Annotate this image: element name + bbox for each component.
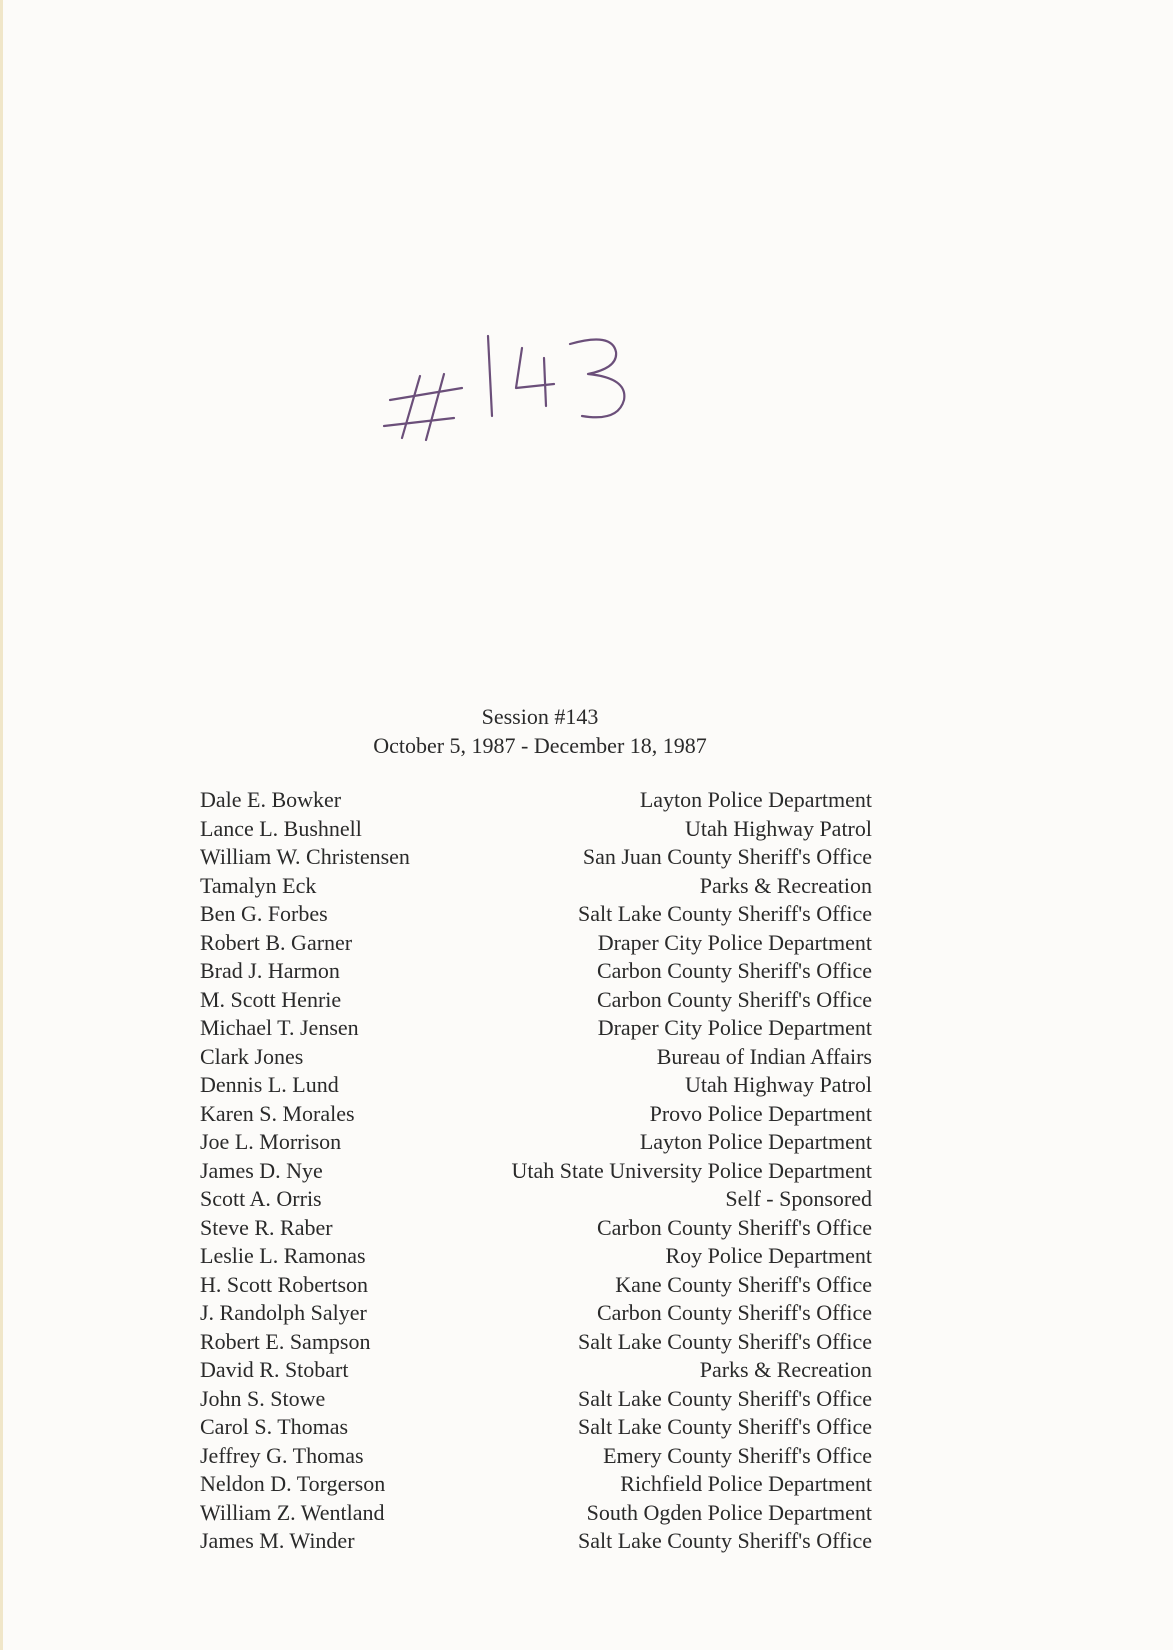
trainee-name: Carol S. Thomas — [200, 1414, 349, 1439]
roster-row — [200, 1413, 872, 1442]
trainee-agency: Salt Lake County Sheriff's Office — [578, 1528, 872, 1553]
roster-row — [200, 900, 872, 929]
session-header — [0, 702, 1080, 760]
roster-row — [200, 1014, 872, 1043]
trainee-name: Michael T. Jensen — [200, 1015, 359, 1040]
trainee-agency: Roy Police Department — [665, 1243, 872, 1268]
trainee-name: Leslie L. Ramonas — [200, 1243, 366, 1268]
trainee-name: M. Scott Henrie — [200, 986, 342, 1012]
roster-row — [200, 1356, 872, 1385]
trainee-name: William W. Christensen — [200, 844, 410, 869]
roster-row — [200, 1385, 872, 1414]
trainee-agency: Parks & Recreation — [699, 1357, 872, 1382]
roster-row — [200, 1442, 872, 1471]
trainee-name: Dennis L. Lund — [200, 1072, 339, 1097]
trainee-agency: South Ogden Police Department — [586, 1499, 872, 1525]
trainee-name: James M. Winder — [200, 1528, 355, 1553]
roster-row — [200, 1214, 872, 1243]
roster-row — [200, 1242, 872, 1271]
trainee-name: Scott A. Orris — [200, 1186, 322, 1211]
trainee-agency: Utah Highway Patrol — [685, 815, 872, 841]
roster-row — [200, 929, 872, 958]
trainee-name: Brad J. Harmon — [200, 958, 340, 983]
trainee-agency: Carbon County Sheriff's Office — [596, 1214, 872, 1240]
trainee-agency: Carbon County Sheriff's Office — [596, 986, 872, 1012]
trainee-agency: Bureau of Indian Affairs — [656, 1043, 872, 1069]
trainee-name: J. Randolph Salyer — [200, 1300, 367, 1325]
roster-row — [200, 1128, 872, 1157]
roster-row — [200, 1499, 872, 1528]
trainee-agency: Salt Lake County Sheriff's Office — [578, 1385, 872, 1411]
roster-row — [200, 957, 872, 986]
trainee-name: William Z. Wentland — [200, 1499, 385, 1525]
roster-row — [200, 1185, 872, 1214]
trainee-name: James D. Nye — [200, 1157, 323, 1183]
roster-row — [200, 1470, 872, 1499]
trainee-name: Dale E. Bowker — [200, 787, 342, 812]
page-edge — [0, 0, 3, 1650]
trainee-agency: Emery County Sheriff's Office — [603, 1442, 872, 1468]
roster-row — [200, 1071, 872, 1100]
trainee-agency: Layton Police Department — [639, 787, 872, 812]
roster-row — [200, 786, 872, 815]
trainee-name: Joe L. Morrison — [200, 1129, 342, 1154]
session-title: Session #143 — [481, 704, 599, 729]
roster-list — [200, 786, 872, 1556]
session-dates: October 5, 1987 - December 18, 1987 — [373, 733, 707, 758]
roster-row — [200, 1100, 872, 1129]
trainee-agency: Carbon County Sheriff's Office — [596, 1300, 872, 1325]
trainee-agency: Carbon County Sheriff's Office — [596, 958, 872, 983]
handwritten-session-mark — [382, 328, 672, 468]
trainee-name: Ben G. Forbes — [200, 901, 328, 926]
roster-row — [200, 1299, 872, 1328]
roster-row — [200, 986, 872, 1015]
trainee-name: Lance L. Bushnell — [200, 815, 362, 841]
roster-row — [200, 843, 872, 872]
trainee-agency: Salt Lake County Sheriff's Office — [578, 1414, 872, 1439]
trainee-agency: Salt Lake County Sheriff's Office — [578, 1328, 872, 1354]
trainee-name: H. Scott Robertson — [200, 1271, 369, 1297]
trainee-agency: Draper City Police Department — [597, 1015, 872, 1040]
trainee-name: Clark Jones — [200, 1043, 304, 1069]
roster-row — [200, 872, 872, 901]
roster-row — [200, 1527, 872, 1556]
trainee-agency: Provo Police Department — [649, 1100, 872, 1126]
trainee-name: Steve R. Raber — [200, 1214, 333, 1240]
trainee-name: Robert E. Sampson — [200, 1328, 371, 1354]
trainee-name: John S. Stowe — [200, 1385, 326, 1411]
trainee-agency: Self - Sponsored — [725, 1186, 872, 1211]
roster-row — [200, 1157, 872, 1186]
trainee-agency: Draper City Police Department — [597, 929, 872, 955]
trainee-agency: Utah State University Police Department — [511, 1157, 872, 1183]
trainee-agency: Utah Highway Patrol — [685, 1072, 872, 1097]
handwritten-number-drawing — [382, 328, 672, 468]
trainee-name: Karen S. Morales — [200, 1100, 355, 1126]
trainee-agency: San Juan County Sheriff's Office — [582, 844, 872, 869]
trainee-agency: Kane County Sheriff's Office — [615, 1271, 872, 1297]
trainee-name: Robert B. Garner — [200, 929, 353, 955]
trainee-name: Neldon D. Torgerson — [200, 1471, 386, 1496]
trainee-name: Jeffrey G. Thomas — [200, 1442, 364, 1468]
trainee-agency: Richfield Police Department — [620, 1471, 872, 1496]
roster-row — [200, 815, 872, 844]
trainee-name: Tamalyn Eck — [200, 872, 317, 898]
roster-row — [200, 1043, 872, 1072]
roster-row — [200, 1271, 872, 1300]
roster-row — [200, 1328, 872, 1357]
trainee-agency: Salt Lake County Sheriff's Office — [578, 901, 872, 926]
trainee-agency: Layton Police Department — [639, 1129, 872, 1154]
trainee-agency: Parks & Recreation — [699, 872, 872, 898]
trainee-name: David R. Stobart — [200, 1357, 349, 1382]
